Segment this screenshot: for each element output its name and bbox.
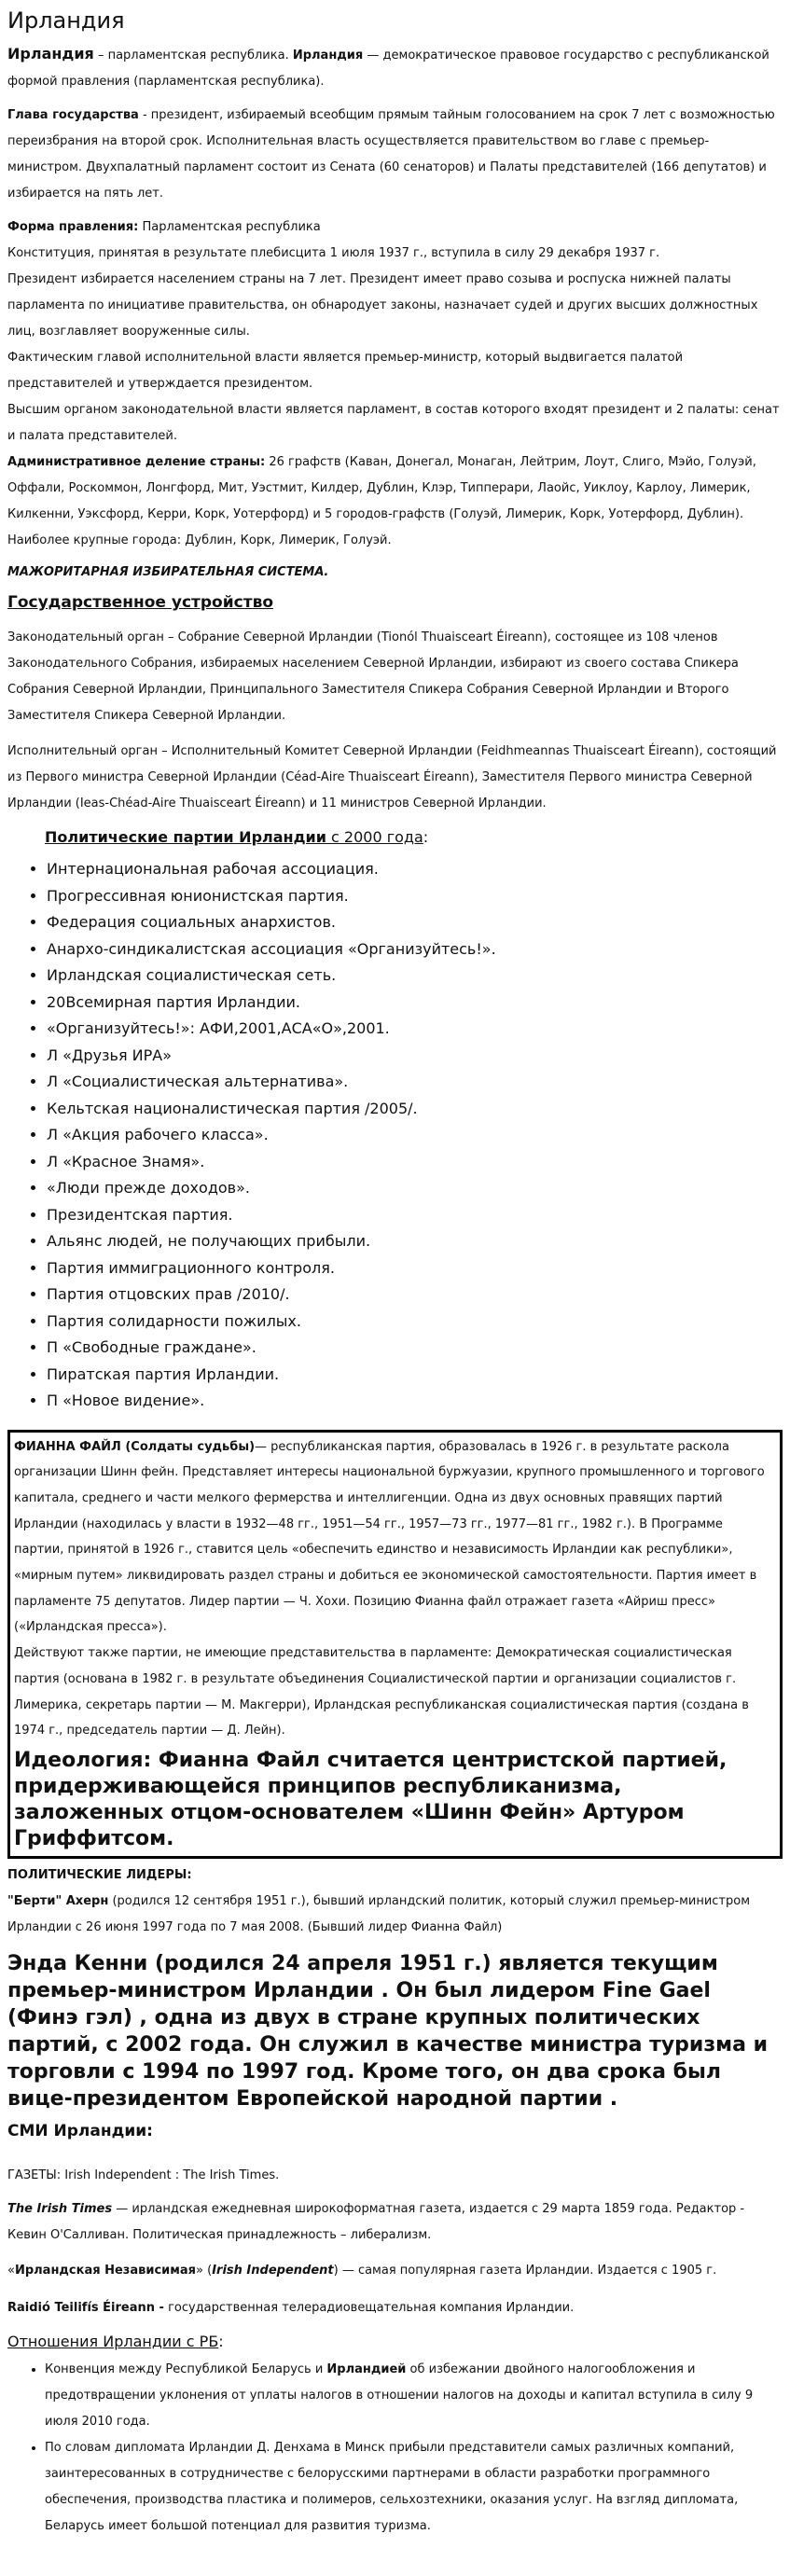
intro-text-1: – парламентская республика. xyxy=(93,48,293,62)
parties-heading xyxy=(7,824,783,851)
other-parties-paragraph: Действуют также партии, не имеющие представительства в парламенте: Демократическая социалистическая партия (основана в 1982 г. в результате объединения Социалистической партии и организации социалистов г. Лимерика, секретарь партии — М. Макгерри), Ирландская республиканская социалистическая партия (создана в 1974 г., председатель партии — Д. Лейн). xyxy=(14,1646,749,1738)
independent-ru-name: Ирландская Независимая xyxy=(14,2263,197,2278)
parties-list xyxy=(7,856,783,1415)
quote-open: « xyxy=(7,2263,15,2278)
list-item: • Кельтская националистическая партия /2005/. xyxy=(47,1096,783,1123)
list-item: • Пиратская партия Ирландии. xyxy=(47,1362,783,1389)
list-item: • По словам дипломата Ирландии Д. Денхама в Минск прибыли представители самых различных компаний, заинтересованных в сотрудничестве с белорусскими партнерами в области разработки программного обеспечения, производства пластика и полимеров, сельхозтехники, оказания услуг. На взгляд дипломата, Беларусь имеет большой потенциал для развития туризма. xyxy=(45,2435,783,2540)
cities-line: Наиболее крупные города: Дублин, Корк, Лимерик, Голуэй. xyxy=(7,533,392,547)
head-of-state-text: - президент, избираемый всеобщим прямым тайным голосованием на срок 7 лет с возможностью переизбрания на второй срок. Исполнительная власть осуществляется правительством во главе с премьер-министром. Двухпалатный парламент состоит из Сената (60 сенаторов) и Палаты представителей (166 депутатов) и избирается на пять лет. xyxy=(7,108,775,201)
newspapers-line: ГАЗЕТЫ: Irish Independent : The Irish Times. xyxy=(7,2167,280,2182)
leaders-heading-text: ПОЛИТИЧЕСКИЕ ЛИДЕРЫ: xyxy=(7,1867,192,1882)
electoral-system: МАЖОРИТАРНАЯ ИЗБИРАТЕЛЬНАЯ СИСТЕМА. xyxy=(7,565,329,579)
head-of-state-label: Глава государства xyxy=(7,108,139,122)
list-item: • Партия солидарности пожилых. xyxy=(47,1309,783,1336)
relations-list xyxy=(7,2357,783,2540)
parties-heading-colon: : xyxy=(423,828,429,846)
ideology-paragraph: Идеология: Фианна Файл считается центристской партией, придерживающейся принципов республиканизма, заложенных отцом-основателем «Шинн Фейн» Артуром Гриффитсом. xyxy=(14,1748,728,1850)
relations-heading-text: Отношения Ирландии с РБ xyxy=(7,2332,219,2350)
relations-heading-colon: : xyxy=(218,2332,224,2350)
parties-heading-tail: с 2000 года xyxy=(326,828,423,846)
list-item: • Ирландская социалистическая сеть. xyxy=(47,963,783,990)
intro-paragraph xyxy=(7,41,783,95)
rte-text: государственная телерадиовещательная компания Ирландии. xyxy=(163,2300,575,2315)
irish-times-paragraph xyxy=(7,2196,783,2249)
fianna-fail-label: ФИАННА ФАЙЛ (Солдаты судьбы) xyxy=(14,1439,256,1454)
government-form-section xyxy=(7,215,783,554)
relation-1-text-c: об избежании двойного налогообложения и предотвращении уклонения от уплаты налогов в отношении налогов на доходы и капитал вступила в силу 9 июля 2010 года. xyxy=(45,2361,754,2429)
list-item: • Анархо-синдикалистская ассоциация «Организуйтесь!». xyxy=(47,936,783,963)
rte-paragraph xyxy=(7,2295,783,2321)
prime-minister-line: Фактическим главой исполнительной власти является премьер-министр, который выдвигается палатой представителей и утверждается президентом. xyxy=(7,351,684,391)
admin-text: 26 графств (Каван, Донегал, Монаган, Лейтрим, Лоут, Слиго, Мэйо, Голуэй, Оффали, Роскоммон, Лонгфорд, Мит, Уэстмит, Килдер, Дублин, Клэр, Типперари, Лаойс, Уиклоу, Карлоу, Лимерик, Килкенни, Уэксфорд, Керри, Корк, Уотерфорд) и 5 городов-графств (Голуэй, Лимерик, Корк, Уотерфорд, Дублин). xyxy=(7,455,756,521)
list-item: • Прогрессивная юнионистская партия. xyxy=(47,883,783,910)
list-item: • Л «Красное Знамя». xyxy=(47,1149,783,1176)
relation-1-ireland: Ирландией xyxy=(326,2361,407,2376)
government-form-value: Парламентская республика xyxy=(138,220,321,234)
leaders-heading xyxy=(7,1863,783,1889)
fianna-fail-box xyxy=(7,1430,783,1859)
intro-term: Ирландия xyxy=(7,45,94,62)
list-item xyxy=(45,2357,783,2435)
list-item: • Интернациональная рабочая ассоциация. xyxy=(47,856,783,883)
list-item: • Л «Акция рабочего класса». xyxy=(47,1122,783,1149)
list-item: • «Люди прежде доходов». xyxy=(47,1175,783,1202)
list-item: • Партия иммиграционного контроля. xyxy=(47,1255,783,1282)
relations-heading xyxy=(7,2329,783,2355)
list-item: • Л «Друзья ИРА» xyxy=(47,1043,783,1070)
list-item: • Федерация социальных анархистов. xyxy=(47,909,783,936)
intro-term-2: Ирландия xyxy=(292,48,364,62)
ahern-text: (родился 12 сентября 1951 г.), бывший ирландский политик, который служил премьер-министром Ирландии с 26 июня 1997 года по 7 мая 2008. (Бывший лидер Фианна Файл) xyxy=(7,1893,751,1934)
list-item: • П «Свободные граждане». xyxy=(47,1335,783,1362)
irish-independent-paragraph xyxy=(7,2258,783,2284)
irish-times-name: The Irish Times xyxy=(7,2201,113,2216)
list-item: • 20Всемирная партия Ирландии. xyxy=(47,990,783,1017)
legislative-paragraph: Законодательный орган – Собрание Северной Ирландии (Tionól Thuaisceart Éireann), состоящее из 108 членов Законодательного Собрания, избираемых населением Северной Ирландии, избирают из своего состава Спикера Собрания Северной Ирландии, Принципального Заместителя Спикера Собрания Северной Ирландии и Второго Заместителя Спикера Северной Ирландии. xyxy=(7,630,739,723)
media-heading: СМИ Ирландии: xyxy=(7,2121,153,2140)
relation-1-text-a: Конвенция между Республикой Беларусь и xyxy=(45,2361,327,2376)
irish-times-text: — ирландская ежедневная широкоформатная газета, издается с 29 марта 1859 года. Редактор - Кевин О'Салливан. Политическая принадлежность – либерализм. xyxy=(7,2201,745,2242)
independent-en-name: Irish Independent xyxy=(212,2263,334,2278)
rte-name: Raidió Teilifís Éireann - xyxy=(7,2300,164,2315)
list-item: • Л «Социалистическая альтернатива». xyxy=(47,1069,783,1096)
parliament-line: Высшим органом законодательной власти является парламент, в состав которого входят президент и 2 палаты: сенат и палата представителей. xyxy=(7,403,780,443)
parties-heading-bold: Политические партии Ирландии xyxy=(45,828,326,846)
page-title: Ирландия xyxy=(7,7,125,34)
state-structure-heading: Государственное устройство xyxy=(7,593,274,612)
admin-label: Административное деление страны: xyxy=(7,455,266,469)
fianna-fail-text: — республиканская партия, образовалась в 1926 г. в результате раскола организации Шинн фейн. Представляет интересы национальной буржуазии, крупного промышленного и торгового капитала, среднего и части мелкого фермерства и интеллигенции. Одна из двух основных правящих партий Ирландии (находилась у власти в 1932—48 гг., 1951—54 гг., 1957—73 гг., 1977—81 гг., 1982 г.). В Программе партии, принятой в 1926 г., ставится цель «обеспечить единство и независимость Ирландии как республики», «мирным путем» ликвидировать раздел страны и добиться ее экономической самостоятельности. Партия имеет в парламенте 75 депутатов. Лидер партии — Ч. Хохи. Позицию Фианна файл отражает газета «Айриш пресс» («Ирландская пресса»). xyxy=(14,1439,765,1635)
independent-text: ) — самая популярная газета Ирландии. Издается с 1905 г. xyxy=(333,2263,717,2278)
list-item: • Альянс людей, не получающих прибыли. xyxy=(47,1228,783,1255)
kenny-paragraph: Энда Кенни (родился 24 апреля 1951 г.) является текущим премьер-министром Ирландии . Он был лидером Fine Gael (Финэ гэл) , одна из двух в стране крупных политических партий, с 2002 года. Он служил в качестве министра туризма и торговли с 1994 по 1997 год. Кроме того, он два срока был вице-президентом Европейской народной партии . xyxy=(7,1951,769,2111)
executive-paragraph: Исполнительный орган – Исполнительный Комитет Северной Ирландии (Feidhmeannas Thuaisceart Éireann), состоящий из Первого министра Северной Ирландии (Céad-Aire Thuaisceart Éireann), Заместителя Первого министра Северной Ирландии (Ieas-Chéad-Aire Thuaisceart Éireann) и 11 министров Северной Ирландии. xyxy=(7,744,777,810)
constitution-line: Конституция, принятая в результате плебисцита 1 июля 1937 г., вступила в силу 29 декабря 1937 г. xyxy=(7,246,660,260)
list-item: • «Организуйтесь!»: АФИ,2001,АСА«О»,2001. xyxy=(47,1016,783,1043)
ahern-paragraph xyxy=(7,1889,783,1941)
list-item: • Президентская партия. xyxy=(47,1202,783,1229)
list-item: • П «Новое видение». xyxy=(47,1388,783,1415)
quote-mid: » ( xyxy=(196,2263,213,2278)
intro-text-2: — демократическое правовое государство с республиканской формой правления (парламентская республика). xyxy=(7,48,769,89)
head-of-state-paragraph xyxy=(7,103,783,207)
president-line: Президент избирается населением страны на 7 лет. Президент имеет право созыва и роспуска нижней палаты парламента по инициативе правительства, он обнародует законы, назначает судей и других высших должностных лиц, возглавляет вооруженные силы. xyxy=(7,272,758,339)
ahern-name: "Берти" Ахерн xyxy=(7,1893,109,1908)
government-form-label: Форма правления: xyxy=(7,220,139,234)
list-item: • Партия отцовских прав /2010/. xyxy=(47,1281,783,1309)
